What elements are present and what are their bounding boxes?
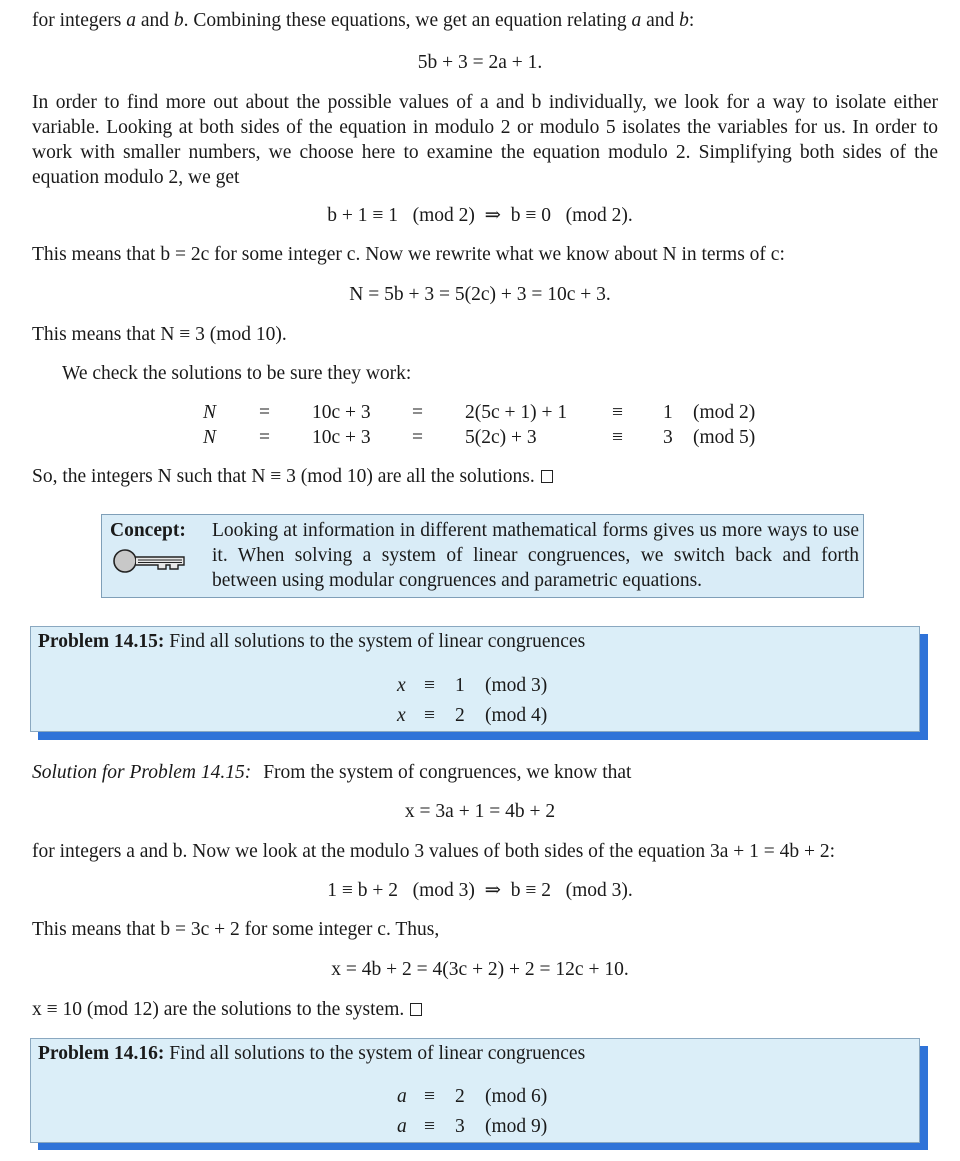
concept-text: Looking at information in different mathematical forms gives us more ways to use it. When solving a system of linear congruences, we switch back and forth between using modular congruences and parametric equations.	[212, 520, 859, 591]
text-run: . Combining these equations, we get an equation relating	[183, 10, 632, 31]
equation-N: N = 5b + 3 = 5(2c) + 3 = 10c + 3.	[349, 284, 611, 305]
line-N-mod-10: This means that N ≡ 3 (mod 10).	[32, 324, 287, 345]
text-run: x ≡ 10 (mod 12) are the solutions to the system.	[32, 999, 405, 1020]
cell: ≡	[424, 1116, 435, 1137]
problem-text: Find all solutions to the system of linear congruences	[164, 1043, 586, 1064]
cell: ≡	[424, 675, 435, 696]
system-row	[31, 1084, 919, 1110]
cell: =	[412, 427, 423, 448]
var-b: b	[173, 10, 184, 31]
cell: ≡	[612, 427, 623, 448]
problem-box-14-15	[30, 626, 920, 732]
cell: (mod 5)	[693, 427, 756, 448]
cell: N	[203, 402, 217, 423]
cell: x	[397, 705, 406, 726]
equation-x-12c: x = 4b + 2 = 4(3c + 2) + 2 = 12c + 10.	[331, 959, 629, 980]
cell: 3	[455, 1116, 465, 1137]
cell: (mod 6)	[485, 1086, 548, 1107]
cell: 1	[455, 675, 465, 696]
cell: 3	[663, 427, 673, 448]
cell: 10c + 3	[312, 427, 371, 448]
problem-title	[38, 1042, 585, 1066]
cell: (mod 4)	[485, 705, 548, 726]
text-run: and	[641, 10, 680, 31]
line-mod3-values: for integers a and b. Now we look at the modulo 3 values of both sides of the equation 3a + 1 = 4b + 2:	[32, 841, 836, 862]
system-row	[31, 1114, 919, 1140]
var-b: b	[679, 10, 689, 31]
system-row	[31, 673, 919, 699]
check-table-row	[0, 401, 960, 425]
problem-title	[38, 630, 585, 654]
problem-label: Problem 14.15:	[38, 631, 165, 652]
cell: 1	[663, 402, 673, 423]
intro-line	[32, 9, 694, 33]
system-row	[31, 703, 919, 729]
text-run: and	[135, 10, 174, 31]
equation-x-3a-4b: x = 3a + 1 = 4b + 2	[404, 801, 556, 822]
equation-mod3: 1 ≡ b + 2 (mod 3) ⇒ b ≡ 2 (mod 3).	[327, 880, 633, 901]
text-run: :	[688, 10, 695, 31]
concept-label: Concept:	[110, 520, 186, 541]
solution-heading	[32, 761, 631, 785]
equation-5b-2a: 5b + 3 = 2a + 1.	[417, 52, 543, 73]
cell: 2(5c + 1) + 1	[465, 402, 568, 423]
cell: 2	[455, 1086, 465, 1107]
concept-box	[101, 514, 864, 598]
cell: (mod 3)	[485, 675, 548, 696]
cell: x	[397, 675, 406, 696]
equation-mod2: b + 1 ≡ 1 (mod 2) ⇒ b ≡ 0 (mod 2).	[327, 205, 633, 226]
cell: 5(2c) + 3	[465, 427, 537, 448]
qed-square-icon	[410, 1003, 422, 1016]
var-a: a	[631, 10, 642, 31]
line-solution-conclusion	[32, 998, 422, 1022]
qed-square-icon	[541, 470, 553, 483]
key-icon	[112, 548, 188, 574]
cell: 10c + 3	[312, 402, 371, 423]
cell: ≡	[424, 1086, 435, 1107]
cell: =	[259, 427, 270, 448]
cell: ≡	[612, 402, 623, 423]
line-check-solutions: We check the solutions to be sure they work:	[62, 363, 412, 384]
cell: ≡	[424, 705, 435, 726]
text-run: for integers	[32, 10, 127, 31]
line-conclusion	[32, 465, 553, 489]
cell: a	[397, 1086, 407, 1107]
cell: =	[259, 402, 270, 423]
line-b-equals-3c: This means that b = 3c + 2 for some integer c. Thus,	[32, 919, 440, 940]
problem-label: Problem 14.16:	[38, 1043, 165, 1064]
var-a: a	[126, 10, 136, 31]
solution-intro: From the system of congruences, we know that	[263, 762, 632, 783]
check-table-row	[0, 426, 960, 450]
solution-label: Solution for Problem 14.15:	[32, 762, 252, 783]
cell: =	[412, 402, 423, 423]
problem-text: Find all solutions to the system of linear congruences	[164, 631, 586, 652]
text-run: So, the integers N such that N ≡ 3 (mod 10) are all the solutions.	[32, 466, 535, 487]
cell: N	[203, 427, 217, 448]
cell: a	[397, 1116, 407, 1137]
line-b-equals-2c: This means that b = 2c for some integer c. Now we rewrite what we know about N in terms of c:	[32, 244, 785, 265]
cell: (mod 9)	[485, 1116, 548, 1137]
cell: 2	[455, 705, 465, 726]
problem-box-14-16	[30, 1038, 920, 1143]
cell: (mod 2)	[693, 402, 756, 423]
paragraph-isolate-variables: In order to find more out about the possible values of a and b individually, we look for a way to isolate either variable. Looking at both sides of the equation in modulo 2 or modulo 5 isolates the variables for us. In order to work with smaller numbers, we choose here to examine the equation modulo 2. Simplifying both sides of the equation modulo 2, we get	[32, 92, 938, 188]
